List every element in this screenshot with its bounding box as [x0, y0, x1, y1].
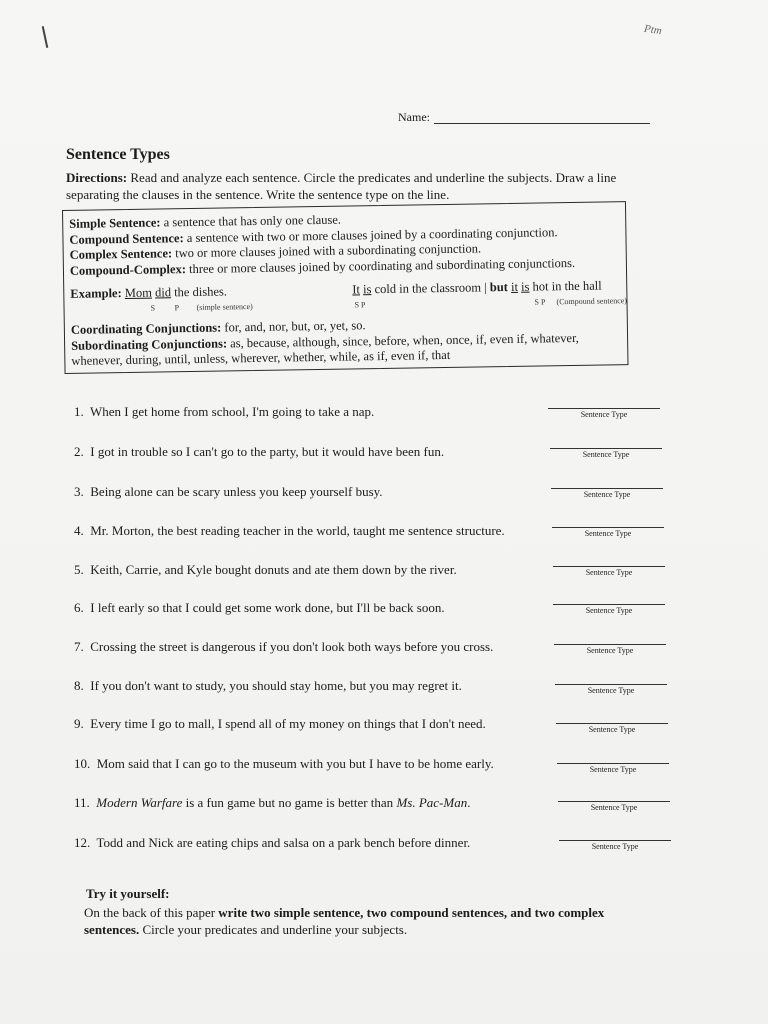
question-12: 12. Todd and Nick are eating chips and salsa on a park bench before dinner.: [74, 835, 471, 850]
example-simple-type: (simple sentence): [196, 302, 253, 312]
example-sp1-label: S P: [354, 300, 366, 310]
definition-complex: Complex Sentence: two or more clauses joined with a subordinating conjunction.: [69, 241, 482, 262]
answer-line-1[interactable]: Sentence Type: [548, 408, 660, 419]
answer-line-7[interactable]: Sentence Type: [554, 644, 666, 655]
name-label: Name:: [398, 110, 430, 124]
example-label: Example:: [70, 286, 122, 301]
subordinating-conjunctions: Subordinating Conjunctions: as, because, although, since, before, when, once, if, even if, whatever, whenever, during, until, unless, wherever, whether, while, as if, even if, that: [71, 330, 579, 368]
question-11: 11. Modern Warfare is a fun game but no game is better than Ms. Pac-Man.: [74, 795, 471, 810]
question-2: 2. I got in trouble so I can't go to the party, but it would have been fun.: [74, 444, 445, 459]
example-simple: Example: Mom did the dishes. S P (simple sentence): [70, 284, 227, 302]
example-sp2-label: S P: [534, 297, 546, 307]
question-9: 9. Every time I go to mall, I spend all of my money on things that I don't need.: [74, 716, 486, 731]
answer-line-11[interactable]: Sentence Type: [558, 801, 670, 812]
answer-line-5[interactable]: Sentence Type: [553, 566, 665, 577]
page-title: Sentence Types: [66, 146, 170, 163]
definition-simple: Simple Sentence: a sentence that has only one clause.: [69, 212, 342, 231]
definition-compound: Compound Sentence: a sentence with two or more clauses joined by a coordinating conjunction.: [69, 224, 558, 247]
question-1: 1. When I get home from school, I'm going to take a nap.: [74, 404, 375, 419]
answer-line-3[interactable]: Sentence Type: [551, 488, 663, 499]
answer-line-8[interactable]: Sentence Type: [555, 684, 667, 695]
question-8: 8. If you don't want to study, you should stay home, but you may regret it.: [74, 678, 462, 693]
directions-label: Directions:: [66, 170, 128, 185]
question-7: 7. Crossing the street is dangerous if you don't look both ways before you cross.: [74, 639, 494, 654]
directions: [66, 169, 651, 203]
example-compound: It is cold in the classroom | but it is hot in the hall S P S P (Compound sentence): [352, 279, 602, 298]
answer-line-10[interactable]: Sentence Type: [557, 763, 669, 774]
example-compound-type: (Compound sentence): [556, 296, 628, 307]
answer-line-6[interactable]: Sentence Type: [553, 604, 665, 615]
directions-text: Read and analyze each sentence. Circle the predicates and underline the subjects. Draw a line separating the clauses in the sentence. Write the sentence type on the line.: [66, 170, 617, 202]
answer-line-9[interactable]: Sentence Type: [556, 723, 668, 734]
definition-compound-complex: Compound-Complex: three or more clauses joined by coordinating and subordinating conjunctions.: [69, 255, 576, 278]
answer-line-4[interactable]: Sentence Type: [552, 527, 664, 538]
example-subject: Mom: [124, 285, 153, 301]
definitions-box: [62, 201, 629, 374]
example-s-label: S: [150, 303, 156, 313]
name-field[interactable]: [434, 123, 650, 124]
try-it-instructions: On the back of this paper write two simple sentence, two compound sentences, and two complex sentences. Circle your predicates and underline your subjects.: [84, 905, 605, 937]
question-3: 3. Being alone can be scary unless you keep yourself busy.: [74, 484, 383, 499]
question-6: 6. I left early so that I could get some work done, but I'll be back soon.: [74, 600, 445, 615]
answer-line-12[interactable]: Sentence Type: [559, 840, 671, 851]
try-it-title: Try it yourself:: [86, 886, 170, 901]
answer-line-2[interactable]: Sentence Type: [550, 448, 662, 459]
corner-scribble: Ptm: [643, 22, 663, 38]
question-10: 10. Mom said that I can go to the museum with you but I have to be home early.: [74, 756, 494, 771]
pen-mark: [42, 26, 49, 48]
example-row: [70, 278, 628, 321]
coordinating-conjunctions: Coordinating Conjunctions: for, and, nor, but, or, yet, so.: [70, 318, 366, 337]
question-5: 5. Keith, Carrie, and Kyle bought donuts and ate them down by the river.: [74, 562, 457, 577]
example-predicate: did: [154, 285, 172, 300]
question-4: 4. Mr. Morton, the best reading teacher in the world, taught me sentence structure.: [74, 523, 505, 538]
example-p-label: P: [174, 303, 180, 313]
